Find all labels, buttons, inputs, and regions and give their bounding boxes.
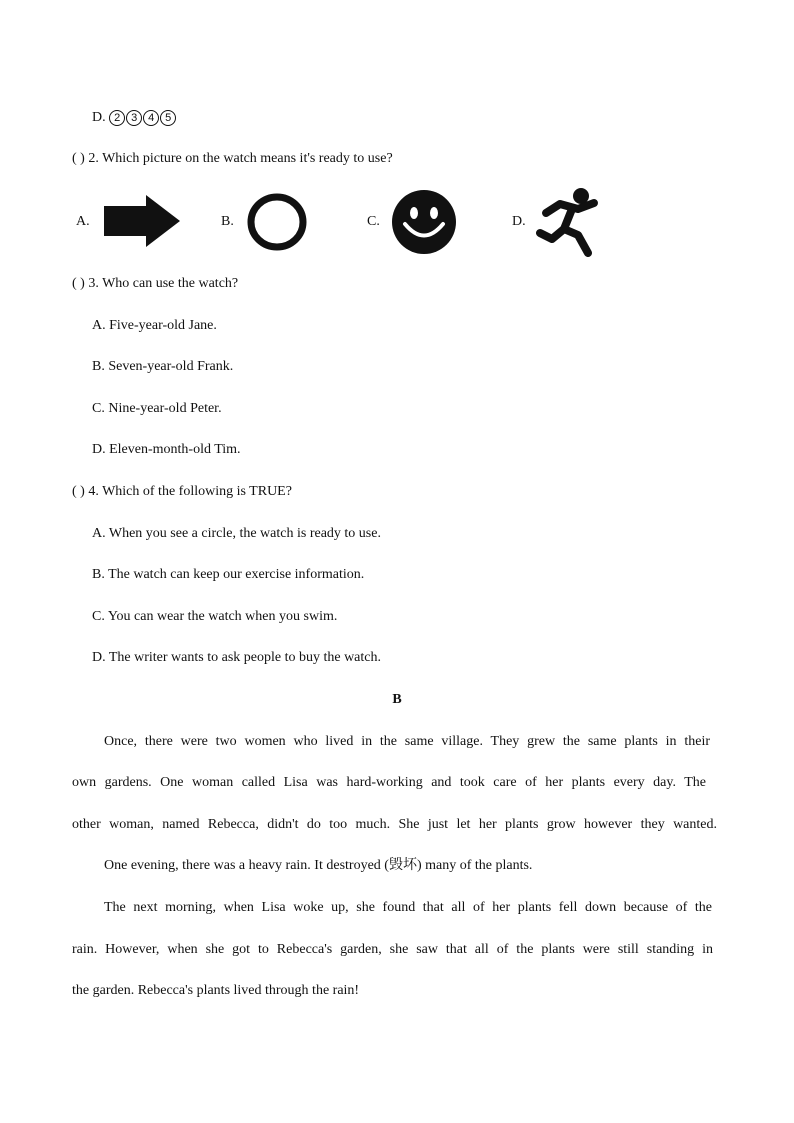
running-person-icon <box>536 187 602 257</box>
q2-option-d-label: D. <box>512 214 526 229</box>
passage-line: rain. However, when she got to Rebecca's garden, she saw that all of the plants were still standing in <box>72 942 713 957</box>
q2-option-a-label: A. <box>76 214 90 229</box>
passage-line: own gardens. One woman called Lisa was hard-working and took care of her plants every day. The <box>72 775 706 790</box>
circled-number: 2 <box>109 110 125 126</box>
section-heading: B <box>392 692 402 707</box>
question-3 <box>72 275 238 293</box>
question-4 <box>72 483 292 501</box>
ring-circle-icon <box>245 192 309 252</box>
answer-blank[interactable]: ( ) <box>72 484 85 499</box>
smiley-face-icon <box>391 189 457 255</box>
passage-line: Once, there were two women who lived in the same village. They grew the same plants in their <box>104 734 710 749</box>
q4-option-b: B. The watch can keep our exercise information. <box>92 567 365 582</box>
q4-option-d: D. The writer wants to ask people to buy the watch. <box>92 650 382 665</box>
q2-option-c-label: C. <box>367 214 380 229</box>
q3-option-a: A. Five-year-old Jane. <box>92 318 217 333</box>
question-2 <box>72 150 393 168</box>
q1-option-d-label: D. <box>92 110 106 125</box>
passage-line: other woman, named Rebecca, didn't do too much. She just let her plants grow however they wanted. <box>72 817 717 832</box>
question-text: 3. Who can use the watch? <box>88 276 239 291</box>
circled-number: 3 <box>126 110 142 126</box>
passage-line: the garden. Rebecca's plants lived through the rain! <box>72 983 360 998</box>
question-text: 4. Which of the following is TRUE? <box>88 484 292 499</box>
q3-option-c: C. Nine-year-old Peter. <box>92 401 222 416</box>
answer-blank[interactable]: ( ) <box>72 276 85 291</box>
circled-number: 5 <box>160 110 176 126</box>
q4-option-a: A. When you see a circle, the watch is ready to use. <box>92 526 381 541</box>
q2-option-b-label: B. <box>221 214 234 229</box>
arrow-right-icon <box>102 193 182 249</box>
question-text: 2. Which picture on the watch means it's ready to use? <box>88 151 393 166</box>
answer-blank[interactable]: ( ) <box>72 151 85 166</box>
passage-line: One evening, there was a heavy rain. It destroyed (毁坏) many of the plants. <box>104 858 533 873</box>
circled-number: 4 <box>143 110 159 126</box>
q1-option-d <box>92 109 177 127</box>
passage-line: The next morning, when Lisa woke up, she found that all of her plants fell down because of the <box>104 900 712 915</box>
q3-option-b: B. Seven-year-old Frank. <box>92 359 234 374</box>
q4-option-c: C. You can wear the watch when you swim. <box>92 609 338 624</box>
q3-option-d: D. Eleven-month-old Tim. <box>92 442 241 457</box>
